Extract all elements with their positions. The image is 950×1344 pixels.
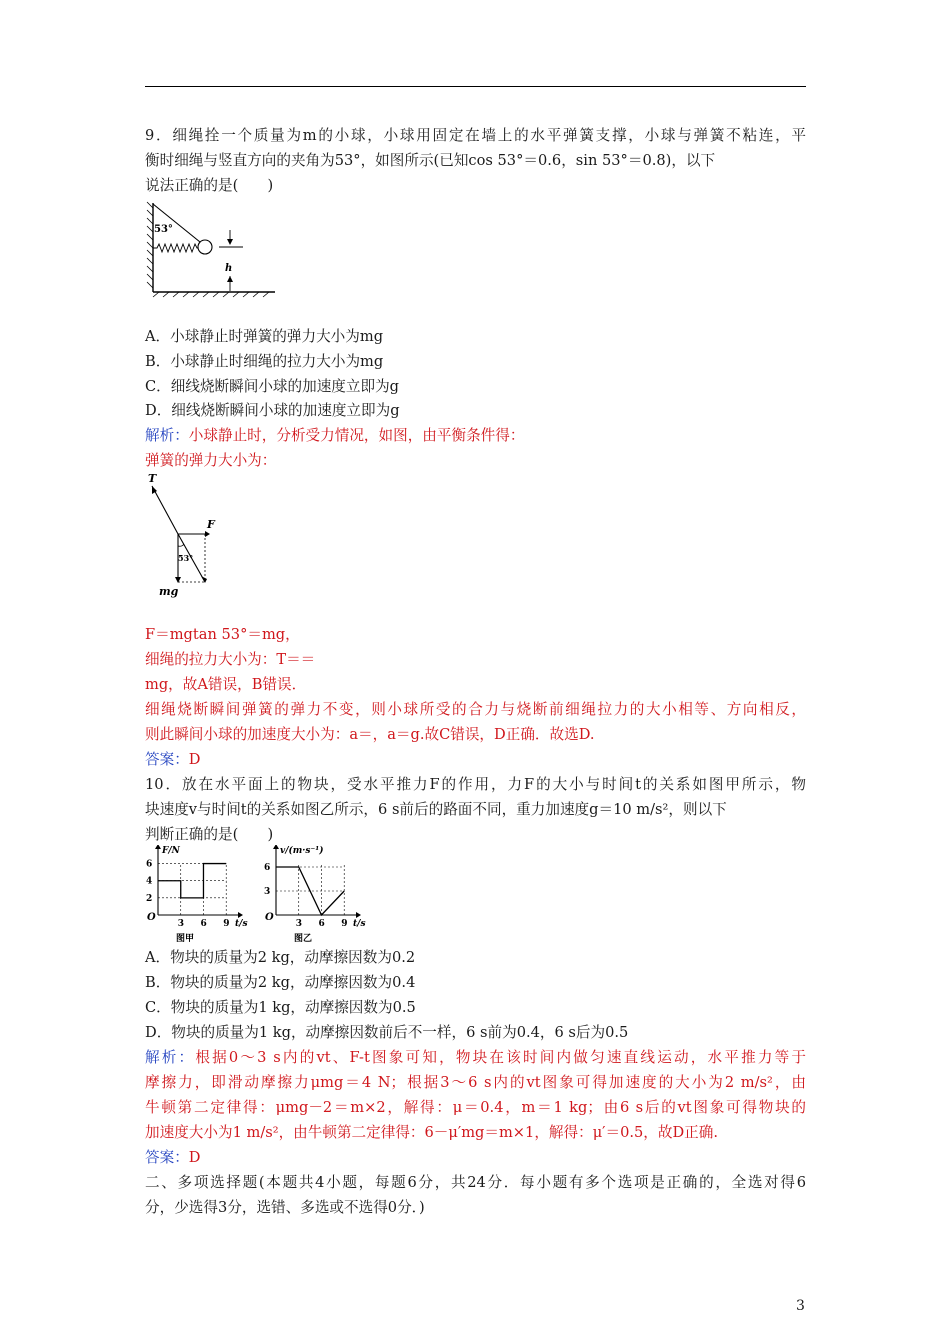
mg-label: mg [159,585,179,598]
q10-option-b: B．物块的质量为2 kg，动摩擦因数为0.4 [145,974,416,991]
velocity-time-chart [258,845,373,945]
page-number: 3 [796,1298,805,1314]
force-time-chart [140,845,255,945]
section-heading-line-1: 二、多项选择题(本题共4小题，每题6分，共24分．每小题有多个选项是正确的，全选对得6 [145,1174,806,1191]
q9-answer-value: D [188,751,201,768]
velocity-chart-x-arrow [356,912,361,918]
tension-vector [152,486,178,534]
force-chart-y-arrow [155,845,161,849]
q10-analysis-line-3: 牛顿第二定律得：μmg－2＝m×2，解得：μ＝0.4，m＝1 kg；由6 s后的vt图象可得物块的 [145,1099,806,1116]
q9-option-b: B．小球静止时细绳的拉力大小为mg [145,353,384,370]
q9-stem-line-2: 衡时细绳与竖直方向的夹角为53°，如图所示(已知cos 53°＝0.6，sin 53°＝0.8)，以下 [145,152,716,169]
q9-analysis-line-7: 则此瞬间小球的加速度大小为：a＝，a＝g.故C错误，D正确．故选D. [145,726,595,743]
h-arrowhead-bottom [227,276,233,282]
h-label: h [225,263,233,274]
force-chart-origin: O [147,912,156,923]
q10-analysis-line-2: 摩擦力，即滑动摩擦力μmg＝4 N；根据3～6 s内的vt图象可得加速度的大小为2 m/s²，由 [145,1074,806,1091]
force-chart-x-tick-2: 9 [223,919,230,929]
velocity-chart-x-label: t/s [353,919,366,929]
q9-answer-label: 答案： [145,751,189,768]
force-chart-title: 图甲 [176,934,195,944]
velocity-chart-title: 图乙 [294,934,313,944]
q10-analysis-text-1: 根据0～3 s内的vt、F-t图象可知，物块在该时间内做匀速直线运动，水平推力等于 [195,1049,806,1066]
spring [153,244,199,252]
header-rule [145,86,806,87]
q10-analysis-line-4: 加速度大小为1 m/s²，由牛顿第二定律得：6－μ′mg＝m×1，解得：μ′＝0.5，故D正确. [145,1124,719,1141]
angle-arc [178,544,184,546]
string [153,204,200,242]
force-chart-y-tick-1: 4 [146,876,153,887]
q9-analysis-line-5: mg，故A错误，B错误． [145,676,307,693]
q9-option-d: D．细线烧断瞬间小球的加速度立即为g [145,402,400,419]
force-chart-x-label: t/s [235,919,248,929]
h-arrowhead-top [227,239,233,245]
force-chart-x-tick-1: 6 [200,919,207,929]
force-chart-y-tick-2: 6 [146,859,153,870]
force-chart-x-arrow [238,912,243,918]
velocity-chart-x-tick-2: 9 [341,919,348,929]
ground-hatch [153,292,269,297]
q9-figure [145,198,280,298]
force-chart-x-tick-0: 3 [177,919,185,929]
q9-analysis-line-3: F＝mgtan 53°＝mg， [145,626,300,643]
q10-option-a: A．物块的质量为2 kg，动摩擦因数为0.2 [145,949,416,966]
velocity-chart-y-label: v/(m·s⁻¹) [280,846,324,856]
q10-option-c: C．物块的质量为1 kg，动摩擦因数为0.5 [145,999,416,1016]
q10-answer [145,1148,201,1168]
q10-option-d: D．物块的质量为1 kg，动摩擦因数前后不一样，6 s前为0.4，6 s后为0.5 [145,1024,629,1041]
T-label: T [148,472,157,485]
angle-label-53: 53° [178,553,194,563]
wall-hatch [147,202,153,288]
q9-analysis-line-2: 弹簧的弹力大小为： [145,452,277,469]
q10-answer-label: 答案： [145,1149,189,1166]
q9-analysis-line-6: 细绳烧断瞬间弹簧的弹力不变，则小球所受的合力与烧断前细绳拉力的大小相等、方向相反， [145,701,806,718]
q10-analysis-label: 解析： [145,1049,196,1066]
velocity-chart-origin: O [265,912,274,923]
q9-analysis-line-1 [145,426,524,446]
q9-analysis-text: 小球静止时，分析受力情况，如图，由平衡条件得： [188,427,525,444]
velocity-chart-x-tick-0: 3 [295,919,303,929]
q10-answer-value: D [188,1149,201,1166]
q9-analysis-label: 解析： [145,427,189,444]
q9-stem-line-3: 说法正确的是( ) [145,177,274,194]
F-label: F [207,518,215,531]
force-chart-y-tick-0: 2 [146,893,153,904]
angle-label: 53° [154,224,173,235]
spring-force-arrowhead [205,531,210,537]
ball [198,240,212,254]
q9-option-c: C．细线烧断瞬间小球的加速度立即为g [145,378,400,395]
velocity-chart-y-tick-1: 6 [264,863,271,873]
q9-stem-line-1: 9．细绳拴一个质量为m的小球，小球用固定在墙上的水平弹簧支撑，小球与弹簧不粘连，平 [145,127,806,144]
q9-answer [145,750,201,770]
section-heading-line-2: 分，少选得3分，选错、多选或不选得0分．) [145,1199,425,1216]
q10-stem-line-2: 块速度v与时间t的关系如图乙所示，6 s前后的路面不同，重力加速度g＝10 m/s²，则以下 [145,801,727,818]
q10-stem-line-3: 判断正确的是( ) [145,826,274,843]
force-chart-y-label: F/N [162,846,180,856]
velocity-chart-y-tick-0: 3 [264,887,271,897]
force-diagram [145,470,225,602]
q10-stem-line-1: 10．放在水平面上的物块，受水平推力F的作用，力F的大小与时间t的关系如图甲所示，物 [145,776,806,793]
velocity-chart-x-tick-1: 6 [318,919,325,929]
q9-option-a: A．小球静止时弹簧的弹力大小为mg [145,328,384,345]
q10-analysis-line-1 [145,1048,806,1068]
q9-analysis-line-4: 细绳的拉力大小为：T＝＝ [145,651,316,668]
velocity-chart-y-arrow [273,845,279,849]
